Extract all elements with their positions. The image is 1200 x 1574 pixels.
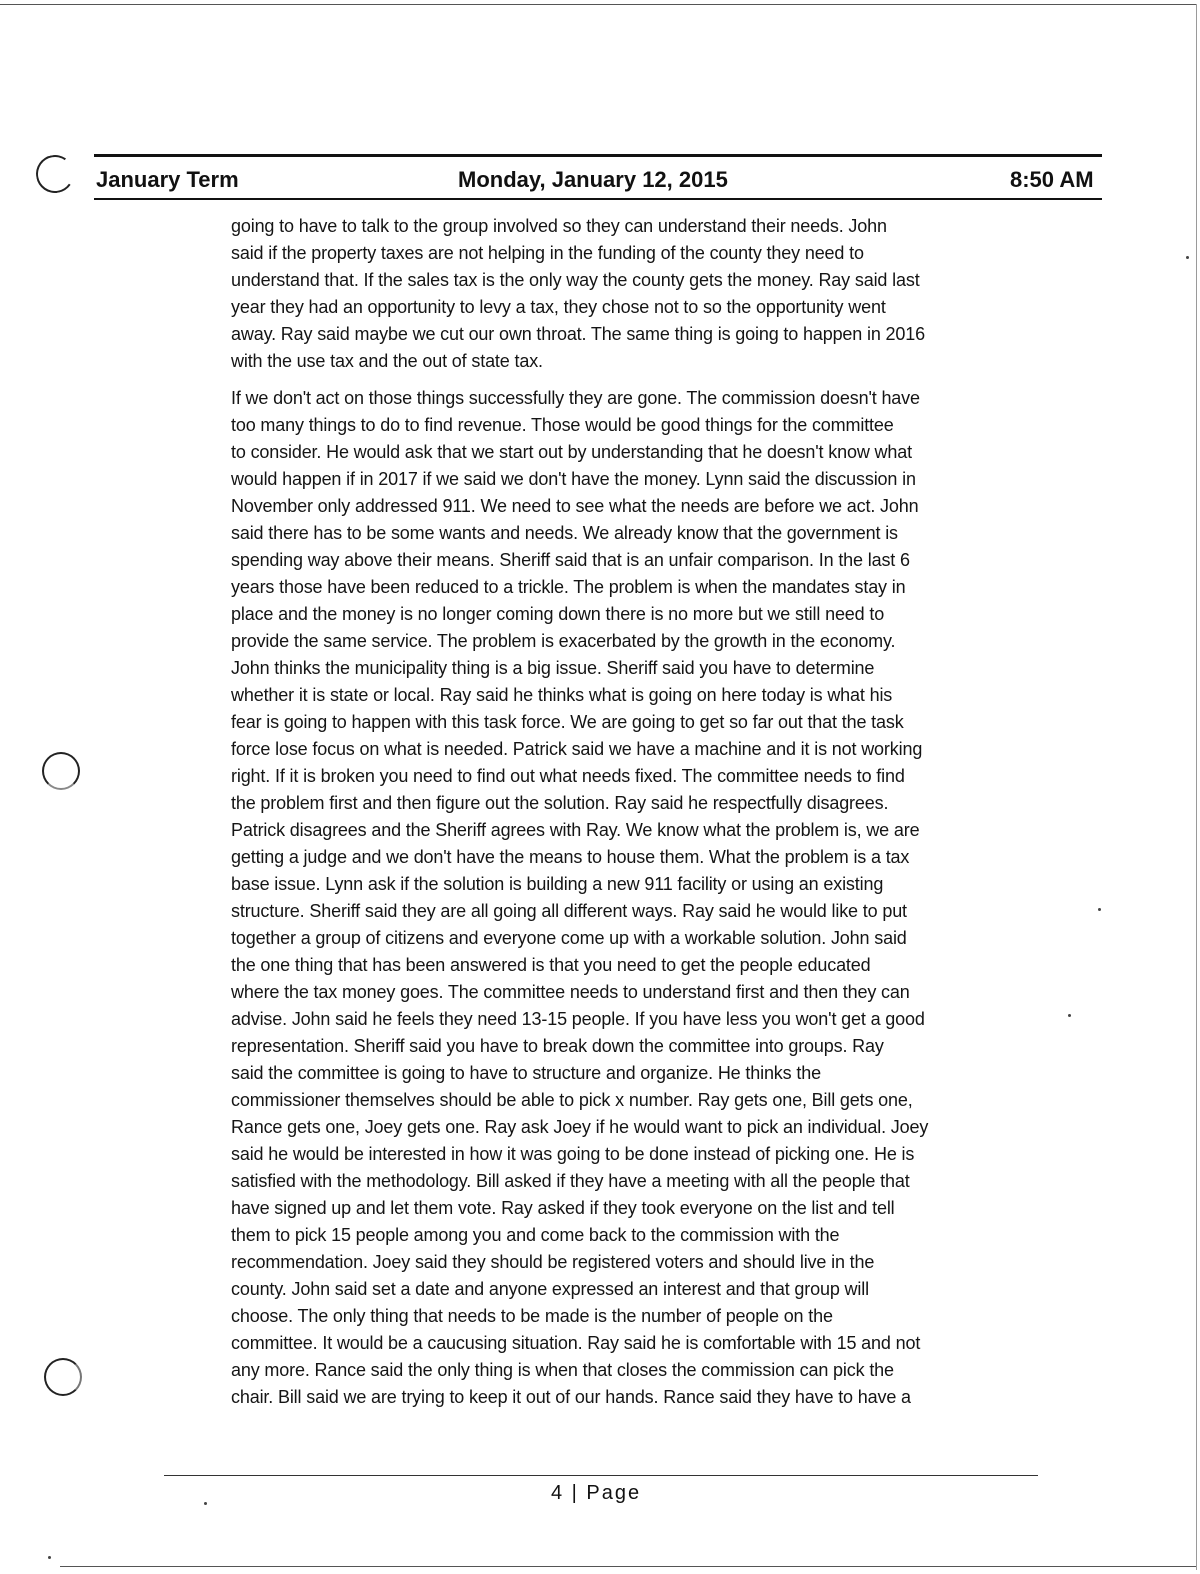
text-line: getting a judge and we don't have the means to house them. What the problem is a tax [231, 847, 910, 867]
text-line: recommendation. Joey said they should be registered voters and should live in the [231, 1252, 875, 1272]
text-line: Rance gets one, Joey gets one. Ray ask Joey if he would want to pick an individual. Joey [231, 1117, 929, 1137]
text-line: the one thing that has been answered is that you need to get the people educated [231, 955, 871, 975]
text-line: committee. It would be a caucusing situation. Ray said he is comfortable with 15 and not [231, 1333, 921, 1353]
header-time: 8:50 AM [1010, 167, 1094, 192]
text-line: provide the same service. The problem is exacerbated by the growth in the economy. [231, 631, 896, 651]
text-line: base issue. Lynn ask if the solution is building a new 911 facility or using an existing [231, 874, 884, 894]
scan-speck [1098, 908, 1101, 911]
text-line: said there has to be some wants and needs. We already know that the government is [231, 523, 898, 543]
paragraph [231, 213, 1036, 375]
text-line: year they had an opportunity to levy a tax, they chose not to so the opportunity went [231, 297, 886, 317]
text-line: together a group of citizens and everyone come up with a workable solution. John said [231, 928, 907, 948]
scan-speck [1186, 256, 1189, 259]
text-line: spending way above their means. Sheriff said that is an unfair comparison. In the last 6 [231, 550, 910, 570]
text-line: said he would be interested in how it was going to be done instead of picking one. He is [231, 1144, 915, 1164]
binder-hole-icon [33, 152, 77, 196]
scan-speck [48, 1556, 51, 1559]
text-line: representation. Sheriff said you have to break down the committee into groups. Ray [231, 1036, 884, 1056]
page-edge-bottom [60, 1566, 1196, 1567]
scan-speck [204, 1502, 207, 1505]
text-line: November only addressed 911. We need to see what the needs are before we act. John [231, 496, 919, 516]
page-number: 4 | Page [551, 1482, 642, 1504]
text-line: chair. Bill said we are trying to keep it out of our hands. Rance said they have to have a [231, 1387, 911, 1407]
header-term: January Term [96, 167, 239, 192]
text-line: too many things to do to find revenue. Those would be good things for the committee [231, 415, 894, 435]
page-edge-right [1196, 4, 1197, 1570]
text-line: structure. Sheriff said they are all going all different ways. Ray said he would like to put [231, 901, 907, 921]
minutes-body [231, 213, 1036, 1421]
binder-hole-icon [42, 752, 80, 790]
text-line: county. John said set a date and anyone expressed an interest and that group will [231, 1279, 869, 1299]
text-line: them to pick 15 people among you and come back to the commission with the [231, 1225, 840, 1245]
text-line: Patrick disagrees and the Sheriff agrees with Ray. We know what the problem is, we are [231, 820, 920, 840]
text-line: force lose focus on what is needed. Patrick said we have a machine and it is not working [231, 739, 923, 759]
binder-hole-icon [44, 1358, 82, 1396]
text-line: with the use tax and the out of state tax. [231, 351, 543, 371]
text-line: advise. John said he feels they need 13-15 people. If you have less you won't get a good [231, 1009, 925, 1029]
paragraph [231, 385, 1036, 1411]
text-line: the problem first and then figure out the solution. Ray said he respectfully disagrees. [231, 793, 889, 813]
text-line: understand that. If the sales tax is the only way the county gets the money. Ray said last [231, 270, 920, 290]
header-date: Monday, January 12, 2015 [458, 167, 728, 192]
text-line: away. Ray said maybe we cut our own throat. The same thing is going to happen in 2016 [231, 324, 926, 344]
text-line: would happen if in 2017 if we said we don't have the money. Lynn said the discussion in [231, 469, 916, 489]
text-line: right. If it is broken you need to find out what needs fixed. The committee needs to find [231, 766, 905, 786]
footer-rule [164, 1475, 1038, 1476]
text-line: place and the money is no longer coming down there is no more but we still need to [231, 604, 885, 624]
header-rule-top [94, 154, 1102, 157]
scan-speck [1068, 1014, 1071, 1017]
text-line: said if the property taxes are not helping in the funding of the county they need to [231, 243, 864, 263]
text-line: going to have to talk to the group involved so they can understand their needs. John [231, 216, 887, 236]
text-line: said the committee is going to have to structure and organize. He thinks the [231, 1063, 821, 1083]
text-line: any more. Rance said the only thing is when that closes the commission can pick the [231, 1360, 894, 1380]
text-line: years those have been reduced to a trickle. The problem is when the mandates stay in [231, 577, 906, 597]
header-rule-bottom [94, 198, 1102, 200]
text-line: fear is going to happen with this task force. We are going to get so far out that the task [231, 712, 904, 732]
page-edge-top [0, 4, 1196, 5]
text-line: commissioner themselves should be able to pick x number. Ray gets one, Bill gets one, [231, 1090, 913, 1110]
text-line: choose. The only thing that needs to be made is the number of people on the [231, 1306, 833, 1326]
text-line: satisfied with the methodology. Bill asked if they have a meeting with all the people that [231, 1171, 910, 1191]
text-line: where the tax money goes. The committee needs to understand first and then they can [231, 982, 910, 1002]
text-line: whether it is state or local. Ray said he thinks what is going on here today is what his [231, 685, 893, 705]
text-line: to consider. He would ask that we start out by understanding that he doesn't know what [231, 442, 912, 462]
text-line: have signed up and let them vote. Ray asked if they took everyone on the list and tell [231, 1198, 895, 1218]
text-line: If we don't act on those things successfully they are gone. The commission doesn't have [231, 388, 920, 408]
text-line: John thinks the municipality thing is a big issue. Sheriff said you have to determine [231, 658, 875, 678]
